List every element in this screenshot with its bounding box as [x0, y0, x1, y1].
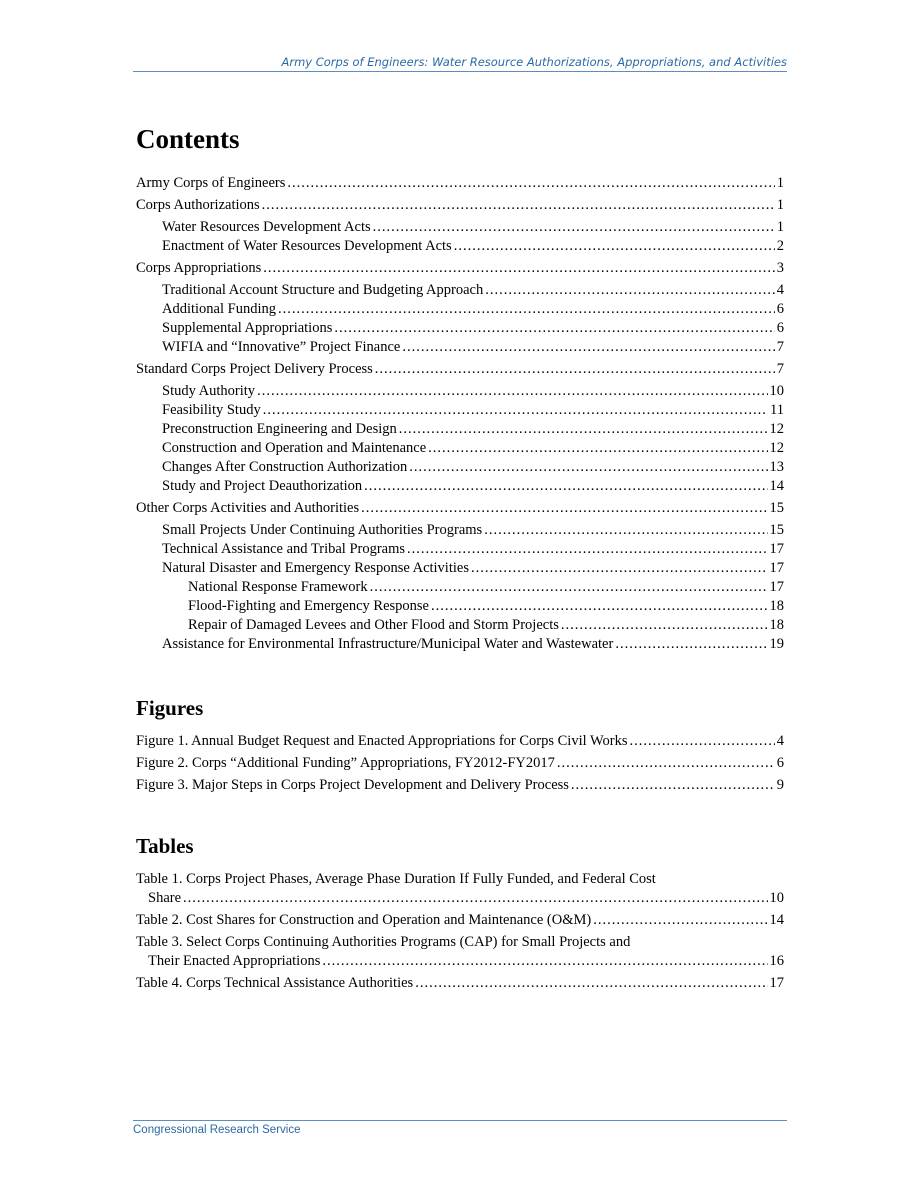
contents-title: Contents [136, 124, 240, 154]
toc-entry[interactable]: Technical Assistance and Tribal Programs ..... 17 [136, 540, 784, 559]
toc-entry[interactable]: Flood-Fighting and Emergency Response ..... 18 [136, 597, 784, 616]
toc-entry[interactable]: Traditional Account Structure and Budgeting Approach ..... 4 [136, 281, 784, 300]
toc-entry[interactable]: Small Projects Under Continuing Authorities Programs ..... 15 [136, 521, 784, 540]
figures-title: Figures [136, 696, 204, 720]
figure-entry[interactable]: Figure 2. Corps “Additional Funding” Appropriations, FY2012-FY2017 ..... 6 [136, 754, 784, 773]
toc-entry[interactable]: Water Resources Development Acts ..... 1 [136, 218, 784, 237]
table-entry[interactable]: Table 4. Corps Technical Assistance Authorities ..... 17 [136, 974, 784, 993]
table-entry-line1: Table 1. Corps Project Phases, Average Phase Duration If Fully Funded, and Federal Cost [136, 871, 656, 887]
contents-list [136, 174, 784, 654]
toc-entry[interactable]: Additional Funding ..... 6 [136, 300, 784, 319]
running-header: Army Corps of Engineers: Water Resource Authorizations, Appropriations, and Activities [133, 55, 787, 72]
figure-entry[interactable]: Figure 1. Annual Budget Request and Enacted Appropriations for Corps Civil Works ..... 4 [136, 732, 784, 751]
toc-entry[interactable]: Changes After Construction Authorization ..... 13 [136, 458, 784, 477]
toc-entry[interactable]: Feasibility Study ..... 11 [136, 401, 784, 420]
figure-entry[interactable]: Figure 3. Major Steps in Corps Project Development and Delivery Process ..... 9 [136, 776, 784, 795]
toc-entry[interactable]: Study and Project Deauthorization ..... 14 [136, 477, 784, 496]
figures-list [136, 732, 784, 795]
tables-list [136, 870, 784, 993]
toc-entry[interactable]: WIFIA and “Innovative” Project Finance ..... 7 [136, 338, 784, 357]
toc-entry[interactable]: Supplemental Appropriations ..... 6 [136, 319, 784, 338]
footer-publisher: Congressional Research Service [133, 1120, 787, 1136]
table-entry[interactable]: Table 1. Corps Project Phases, Average Phase Duration If Fully Funded, and Federal Cost Share ..... 10 [136, 870, 784, 908]
table-entry-line1: Table 3. Select Corps Continuing Authorities Programs (CAP) for Small Projects and [136, 934, 631, 950]
table-entry[interactable]: Table 2. Cost Shares for Construction and Operation and Maintenance (O&M) ..... 14 [136, 911, 784, 930]
toc-entry[interactable]: Army Corps of Engineers ..... 1 [136, 174, 784, 193]
toc-entry[interactable]: Corps Authorizations ..... 1 [136, 196, 784, 215]
toc-entry[interactable]: Construction and Operation and Maintenance ..... 12 [136, 439, 784, 458]
toc-entry[interactable]: Preconstruction Engineering and Design ..... 12 [136, 420, 784, 439]
toc-entry[interactable]: Repair of Damaged Levees and Other Flood and Storm Projects ..... 18 [136, 616, 784, 635]
toc-entry[interactable]: Standard Corps Project Delivery Process ..... 7 [136, 360, 784, 379]
toc-entry[interactable]: National Response Framework ..... 17 [136, 578, 784, 597]
tables-title: Tables [136, 834, 194, 858]
toc-entry[interactable]: Enactment of Water Resources Development Acts ..... 2 [136, 237, 784, 256]
toc-entry[interactable]: Study Authority ..... 10 [136, 382, 784, 401]
table-entry[interactable]: Table 3. Select Corps Continuing Authorities Programs (CAP) for Small Projects and Their Enacted Appropriations ..... 16 [136, 933, 784, 971]
toc-entry[interactable]: Assistance for Environmental Infrastructure/Municipal Water and Wastewater ..... 19 [136, 635, 784, 654]
toc-entry[interactable]: Other Corps Activities and Authorities ..... 15 [136, 499, 784, 518]
toc-entry[interactable]: Corps Appropriations ..... 3 [136, 259, 784, 278]
toc-entry[interactable]: Natural Disaster and Emergency Response Activities ..... 17 [136, 559, 784, 578]
